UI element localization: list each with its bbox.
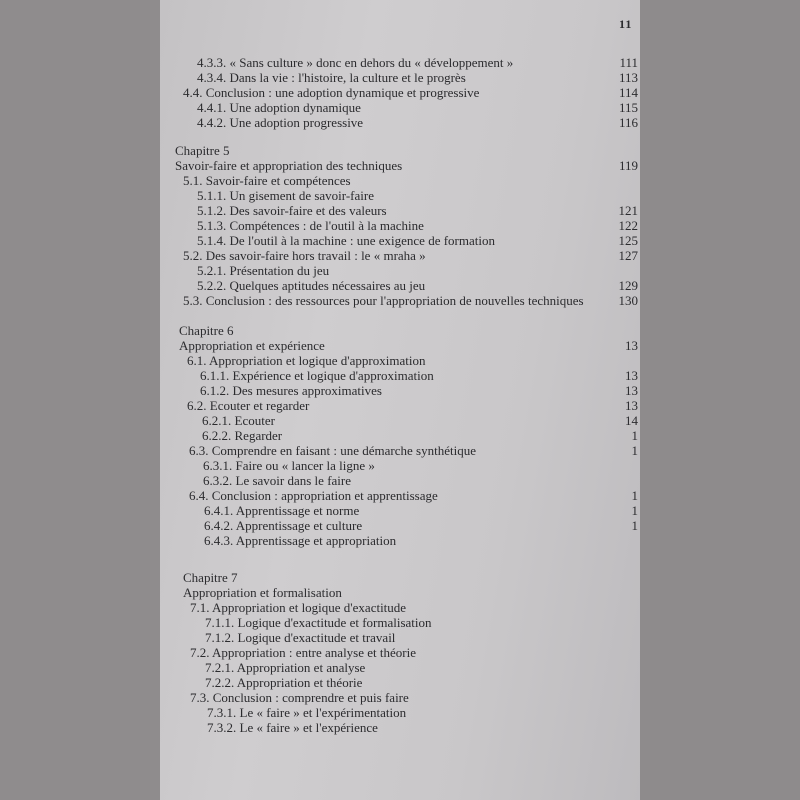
toc-entry — [160, 203, 640, 219]
toc-entry — [160, 720, 640, 736]
toc-entry-title: 5.1. Savoir-faire et compétences — [183, 173, 351, 188]
toc-entry — [160, 158, 640, 174]
toc-entry-title: 5.2. Des savoir-faire hors travail : le « mraha » — [183, 248, 426, 263]
background-right — [640, 0, 800, 800]
toc-entry-title: 6.4.1. Apprentissage et norme — [204, 503, 360, 518]
toc-entry — [160, 293, 640, 309]
toc-entry-title: 4.4.1. Une adoption dynamique — [197, 100, 361, 115]
toc-entry — [160, 518, 640, 534]
toc-entry-page: 1 — [631, 503, 638, 518]
background-left — [0, 0, 160, 800]
toc-entry-title: 7.2.2. Appropriation et théorie — [205, 675, 363, 690]
toc-entry — [160, 233, 640, 249]
toc-entry-page: 127 — [618, 248, 638, 263]
toc-entry-title: 6.2.2. Regarder — [202, 428, 283, 443]
toc-entry — [160, 100, 640, 116]
toc-entry-page: 125 — [618, 233, 638, 248]
toc-entry — [160, 263, 640, 279]
toc-entry — [160, 705, 640, 721]
toc-entry-title: 5.1.4. De l'outil à la machine : une exigence de formation — [197, 233, 495, 248]
toc-entry-title: Chapitre 6 — [179, 323, 234, 338]
toc-entry-title: 7.2. Appropriation : entre analyse et théorie — [190, 645, 416, 660]
toc-entry — [160, 690, 640, 706]
toc-entry-title: 6.4. Conclusion : appropriation et apprentissage — [189, 488, 438, 503]
toc-entry-page: 1 — [631, 488, 638, 503]
toc-entry-title: Chapitre 5 — [175, 143, 230, 158]
toc-entry-page: 13 — [625, 383, 638, 398]
toc-entry-title: 5.1.3. Compétences : de l'outil à la machine — [197, 218, 424, 233]
toc-entry — [160, 143, 640, 159]
toc-entry-page: 116 — [618, 115, 638, 130]
toc-entry-title: 6.2.1. Ecouter — [202, 413, 275, 428]
toc-entry-title: 7.1.1. Logique d'exactitude et formalisation — [205, 615, 432, 630]
toc-entry-title: 6.4.2. Apprentissage et culture — [204, 518, 363, 533]
toc-entry-title: 4.4.2. Une adoption progressive — [197, 115, 364, 130]
toc-entry-title: 7.1.2. Logique d'exactitude et travail — [205, 630, 396, 645]
toc-entry-page: 111 — [619, 55, 638, 70]
toc-entry — [160, 600, 640, 616]
toc-entry-title: 4.3.4. Dans la vie : l'histoire, la culture et le progrès — [197, 70, 466, 85]
toc-entry-page: 122 — [618, 218, 638, 233]
toc-entry-title: Chapitre 7 — [183, 570, 238, 585]
toc-entry-page: 130 — [618, 293, 638, 308]
toc-entry-page: 119 — [618, 158, 638, 173]
toc-entry — [160, 533, 640, 549]
toc-entry-title: 6.1.2. Des mesures approximatives — [200, 383, 382, 398]
toc-entry-title: Appropriation et formalisation — [183, 585, 342, 600]
toc-entry — [160, 630, 640, 646]
toc-entry-title: 7.2.1. Appropriation et analyse — [205, 660, 366, 675]
toc-entry-title: 6.1.1. Expérience et logique d'approximation — [200, 368, 434, 383]
toc-entry-title: 7.3.2. Le « faire » et l'expérience — [207, 720, 378, 735]
toc-entry — [160, 428, 640, 444]
toc-entry-page: 14 — [625, 413, 638, 428]
toc-entry-page: 129 — [618, 278, 638, 293]
toc-entry-title: 4.4. Conclusion : une adoption dynamique et progressive — [183, 85, 480, 100]
toc-entry — [160, 248, 640, 264]
toc-entry-page: 13 — [625, 398, 638, 413]
toc-entry — [160, 570, 640, 586]
toc-entry-title: Savoir-faire et appropriation des techniques — [175, 158, 403, 173]
toc-entry-page: 1 — [631, 518, 638, 533]
toc-entry-title: 7.3.1. Le « faire » et l'expérimentation — [207, 705, 407, 720]
toc-entry — [160, 585, 640, 601]
toc-entry — [160, 398, 640, 414]
toc-entry — [160, 353, 640, 369]
toc-entry — [160, 503, 640, 519]
page-number: 11 — [619, 17, 633, 31]
toc-entry — [160, 115, 640, 131]
toc-entry — [160, 413, 640, 429]
toc-entry — [160, 173, 640, 189]
toc-entry-title: 4.3.3. « Sans culture » donc en dehors du « développement » — [197, 55, 514, 70]
toc-entry-title: 6.3. Comprendre en faisant : une démarche synthétique — [189, 443, 476, 458]
toc-entry — [160, 443, 640, 459]
toc-entry — [160, 368, 640, 384]
toc-entry-title: 6.1. Appropriation et logique d'approximation — [187, 353, 426, 368]
toc-entry — [160, 383, 640, 399]
toc-entry — [160, 338, 640, 354]
toc-entry-page: 113 — [618, 70, 638, 85]
toc-entry-page: 13 — [625, 368, 638, 383]
toc-entry — [160, 660, 640, 676]
toc-entry-page: 114 — [618, 85, 638, 100]
toc-entry-title: 7.1. Appropriation et logique d'exactitude — [190, 600, 407, 615]
toc-entry — [160, 473, 640, 489]
toc-entry — [160, 323, 640, 339]
toc-entry — [160, 85, 640, 101]
toc-entry-title: 6.4.3. Apprentissage et appropriation — [204, 533, 397, 548]
toc-entry-page: 115 — [618, 100, 638, 115]
toc-entry-page: 1 — [631, 428, 638, 443]
toc-entry-title: 6.3.1. Faire ou « lancer la ligne » — [203, 458, 375, 473]
toc-entry-page: 121 — [618, 203, 638, 218]
toc-entry-title: Appropriation et expérience — [179, 338, 325, 353]
toc-entry — [160, 278, 640, 294]
toc-entry-title: 5.1.2. Des savoir-faire et des valeurs — [197, 203, 387, 218]
toc-entry — [160, 488, 640, 504]
book-page — [160, 0, 640, 800]
toc-entry-page: 1 — [631, 443, 638, 458]
toc-entry-title: 5.1.1. Un gisement de savoir-faire — [197, 188, 374, 203]
toc-entry — [160, 458, 640, 474]
toc-entry-title: 6.3.2. Le savoir dans le faire — [203, 473, 352, 488]
toc-entry — [160, 645, 640, 661]
toc-entry — [160, 70, 640, 86]
toc-entry-title: 5.2.1. Présentation du jeu — [197, 263, 330, 278]
toc-entry-title: 6.2. Ecouter et regarder — [187, 398, 310, 413]
toc-entry-page: 13 — [625, 338, 638, 353]
toc-entry — [160, 188, 640, 204]
toc-entry — [160, 615, 640, 631]
toc-entry-title: 7.3. Conclusion : comprendre et puis faire — [190, 690, 409, 705]
toc-entry — [160, 675, 640, 691]
toc-entry — [160, 218, 640, 234]
toc-entry — [160, 55, 640, 71]
toc-entry-title: 5.2.2. Quelques aptitudes nécessaires au jeu — [197, 278, 426, 293]
toc-entry-title: 5.3. Conclusion : des ressources pour l'appropriation de nouvelles techniques — [183, 293, 584, 308]
